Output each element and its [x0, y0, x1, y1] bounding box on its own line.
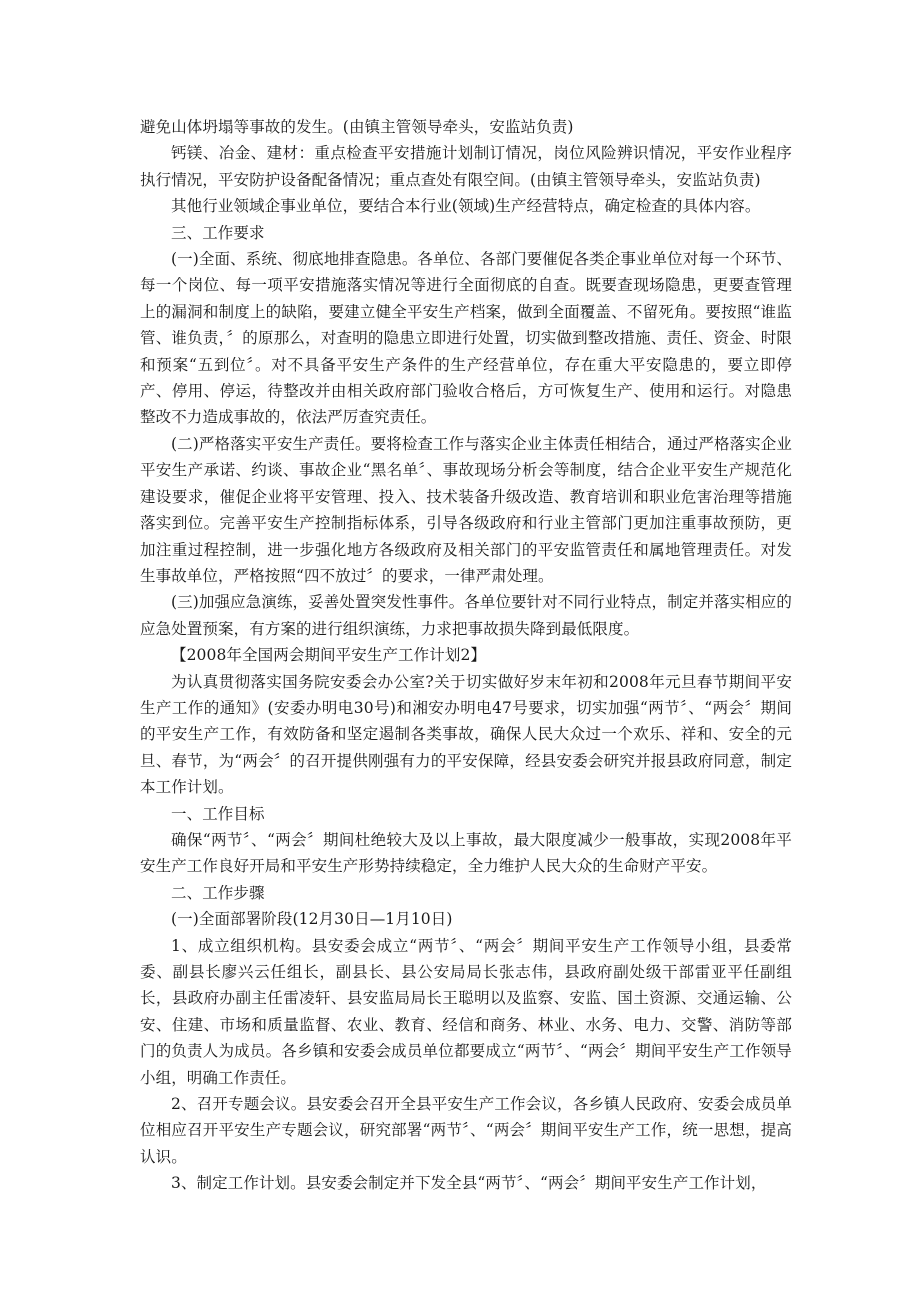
heading-work-steps: 二、工作步骤 — [171, 883, 265, 902]
paragraph-plan-intro: 为认真贯彻落实国务院安委会办公室?关于切实做好岁末年初和2008年元旦春节期间平安生产工作的通知》(安委办明电30号)和湘安办明电47号要求，切实加强“两节〞、“两会〞期间的平安生产工作，有效防备和坚定遏制各类事故，确保人民大众过一个欢乐、祥和、安全的元旦、春节，为“两会〞的召开提供刚强有力的平安保障，经县安委会研究并报县政府同意，制定本工作计划。 — [140, 672, 792, 797]
paragraph-step-2: 2、召开专题会议。县安委会召开全县平安生产工作会议，各乡镇人民政府、安委会成员单位相应召开平安生产专题会议，研究部署“两节〞、“两会〞期间平安生产工作，统一思想，提高认识。 — [140, 1095, 792, 1166]
heading-deployment-stage: (一)全面部署阶段(12月30日—1月10日) — [171, 910, 453, 929]
paragraph-requirement-3: (三)加强应急演练，妥善处置突发性事件。各单位要针对不同行业特点，制定并落实相应的应急处置预案，有方案的进行组织演练，力求把事故损失降到最低限度。 — [140, 593, 792, 638]
heading-work-requirements: 三、工作要求 — [171, 223, 265, 242]
paragraph-requirement-1: (一)全面、系统、彻底地排查隐患。各单位、各部门要催促各类企事业单位对每一个环节、每一个岗位、每一项平安措施落实情况等进行全面彻底的自查。既要查现场隐患，更要查管理上的漏洞和制度上的缺陷，要建立健全平安生产档案，做到全面覆盖、不留死角。要按照“谁监管、谁负责，〞的原那么，对查明的隐患立即进行处置，切实做到整改措施、责任、资金、时限和预案“五到位〞。对不具备平安生产条件的生产经营单位，存在重大平安隐患的，要立即停产、停用、停运，待整改并由相关政府部门验收合格后，方可恢复生产、使用和运行。对隐患整改不力造成事故的，依法严厉查究责任。 — [140, 250, 792, 427]
paragraph-metallurgy-check: 钙镁、冶金、建材：重点检查平安措施计划制订情况，岗位风险辨识情况，平安作业程序执行情况，平安防护设备配备情况；重点查处有限空间。(由镇主管领导牵头，安监站负责) — [140, 144, 792, 189]
paragraph-continuation: 避免山体坍塌等事故的发生。(由镇主管领导牵头，安监站负责) — [140, 118, 574, 136]
paragraph-goals: 确保“两节〞、“两会〞期间杜绝较大及以上事故，最大限度减少一般事故，实现2008年平安生产工作良好开局和平安生产形势持续稳定，全力维护人民大众的生命财产平安。 — [140, 830, 792, 876]
paragraph-step-1: 1、成立组织机构。县安委会成立“两节〞、“两会〞期间平安生产工作领导小组，县委常委、副县长廖兴云任组长，副县长、县公安局局长张志伟，县政府副处级干部雷亚平任副组长，县政府办副主任雷凌轩、县安监局局长王聪明以及监察、安监、国土资源、交通运输、公安、住建、市场和质量监督、农业、教育、经信和商务、林业、水务、电力、交警、消防等部门的负责人为成员。各乡镇和安委会成员单位都要成立“两节〞、“两会〞期间平安生产工作领导小组，明确工作责任。 — [140, 936, 792, 1087]
heading-work-goals: 一、工作目标 — [171, 804, 265, 823]
paragraph-requirement-2: (二)严格落实平安生产责任。要将检查工作与落实企业主体责任相结合，通过严格落实企业平安生产承诺、约谈、事故企业“黑名单〞、事故现场分析会等制度，结合企业平安生产规范化建设要求，催促企业将平安管理、投入、技术装备升级改造、教育培训和职业危害治理等措施落实到位。完善平安生产控制指标体系，引导各级政府和行业主管部门更加注重事故预防，更加注重过程控制，进一步强化地方各级政府及相关部门的平安监管责任和属地管理责任。对发生事故单位，严格按照“四不放过〞的要求，一律严肃处理。 — [140, 434, 792, 585]
paragraph-other-industries: 其他行业领域企事业单位，要结合本行业(领域)生产经营特点，确定检查的具体内容。 — [171, 197, 761, 216]
paragraph-step-3: 3、制定工作计划。县安委会制定并下发全县“两节〞、“两会〞期间平安生产工作计划， — [171, 1174, 767, 1193]
section-title-plan-2: 【2008年全国两会期间平安生产工作计划2】 — [171, 646, 487, 665]
